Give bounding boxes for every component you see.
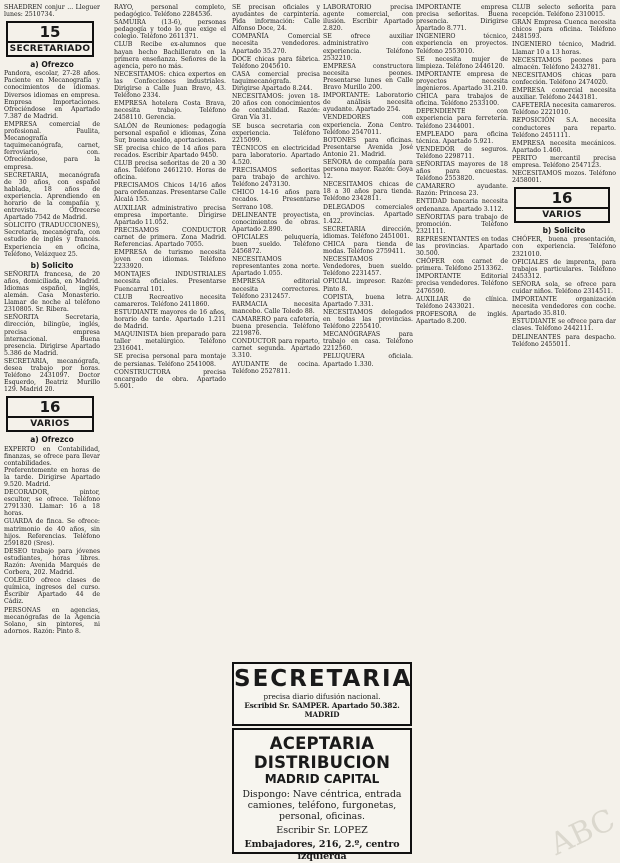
classified-ad: CAFETERÍA necesita camareros. Teléfono 2221010. bbox=[512, 102, 616, 117]
classified-ad: CAMARERO para cafetería, buena presencia. Teléfono 2219876. bbox=[232, 315, 320, 338]
classified-ad: PELUQUERA oficiala. Apartado 1.330. bbox=[323, 353, 413, 368]
classified-ad: EMPRESA editorial necesita correctores. Teléfono 2312457. bbox=[232, 278, 320, 300]
ad-address: Embajadores, 216, 2.º, centro izquierda bbox=[244, 838, 400, 862]
section-header-16 bbox=[6, 396, 94, 432]
subsection-heading: a) Ofrezco bbox=[30, 60, 74, 70]
classified-ad: DELEGADOS comerciales en provincias. Apartado 1.422. bbox=[323, 203, 413, 225]
abc-watermark: ABC bbox=[544, 802, 620, 863]
classified-ad: CHÓFER, buena presentación, con experiencia. Teléfono 2321010. bbox=[512, 236, 616, 258]
classified-ad: EMPRESA constructora necesita peones. Presentarse lunes en Calle Bravo Murillo 200. bbox=[323, 62, 413, 92]
subsection-heading: a) Ofrezco bbox=[30, 435, 74, 445]
classified-ad: SEÑORA sola, se ofrece para cuidar niños. Teléfono 2314511. bbox=[512, 280, 616, 295]
classified-ad: CHICO 14-16 años para recados. Presentarse Serrano 108. bbox=[232, 189, 320, 211]
classified-ad: AYUDANTE de cocina. Teléfono 2527811. bbox=[232, 360, 320, 375]
classified-ad: SE precisa chico de 14 años para recados. Escribir Apartado 9450. bbox=[114, 144, 226, 159]
classified-ad: DESEO trabajo para jóvenes estudiantes, horas libres. Razón: Avenida Marqués de Corbera, 202. Madrid. bbox=[4, 547, 100, 577]
classified-ad: ESTUDIANTE se ofrece para dar clases. Teléfono 2442111. bbox=[512, 318, 616, 333]
section-title: VARIOS bbox=[516, 207, 608, 221]
classified-ad: NECESITAMOS chicas de 18 a 30 años para tienda. Teléfono 2342811. bbox=[323, 181, 413, 203]
classified-ad: EMPRESA comercial necesita auxiliar. Teléfono 2443181. bbox=[512, 87, 616, 102]
classified-ad: DELINEANTE proyectista, conocimientos de obras. Apartado 2.890. bbox=[232, 211, 320, 233]
classified-ad: MAQUINISTA bien preparado para taller metalúrgico. Teléfono 2316041. bbox=[114, 331, 226, 353]
classified-ad: CLUB Recreativo necesita camareros. Teléfono 2411860. bbox=[114, 293, 226, 308]
column-1 bbox=[4, 4, 100, 854]
classified-ad: PROFESORA de inglés. Apartado 8.200. bbox=[416, 310, 508, 325]
classified-ad: EMPRESA necesita mecánicos. Apartado 1.460. bbox=[512, 139, 616, 154]
classified-ad: PERSONAS en agencias, mecanógrafas de la Agencia Solano, sin pintores, ni adornos. Razón: Pinto 8. bbox=[4, 606, 100, 635]
classified-ad: EMPRESA de turismo necesita joven con idiomas. Teléfono 2233920. bbox=[114, 249, 226, 271]
classified-ad: TÉCNICOS en electricidad para laboratorio. Apartado 4.520. bbox=[232, 144, 320, 166]
ad-title: SECRETARIA bbox=[234, 666, 413, 692]
classified-ad: SEÑORITAS para trabajo de promoción. Teléfono 2321111. bbox=[416, 213, 508, 235]
classified-ad: CHICA para trabajos de oficina. Teléfono 2533100. bbox=[416, 93, 508, 108]
classified-ad: CLUB Recibe ex-alumnos que hayan hecho Bachillerato en la primera enseñanza. Señores de la agencia, pero no más. bbox=[114, 41, 226, 70]
classified-ad: MECANÓGRAFAS para trabajo en casa. Teléfono 2212560. bbox=[323, 331, 413, 353]
classified-ad: SEÑORA de compañía para persona mayor. Razón: Goya 12. bbox=[323, 158, 413, 181]
classified-ad: NECESITAMOS mozos. Teléfono 2458001. bbox=[512, 170, 616, 185]
classified-ad: IMPORTANTE Editorial precisa vendedores. Teléfono 2476590. bbox=[416, 273, 508, 295]
classified-ad: SEÑORITA francesa, de 20 años, domiciliada, en Madrid. Idiomas español, inglés, alemán. Casa Monasterio. Llamar de noche al teléfono 2310805. Sr. Ribera. bbox=[4, 270, 100, 314]
section-header-15 bbox=[6, 21, 94, 57]
classified-ad: VENDEDORES con experiencia. Zona Centro. Teléfono 2547011. bbox=[323, 114, 413, 136]
classified-ad: AUXILIAR de clínica. Teléfono 2433021. bbox=[416, 295, 508, 310]
column-3 bbox=[232, 4, 320, 656]
classified-ad: LABORATORIO precisa agente comercial, con ilusión. Escribir Apartado 2.820. bbox=[323, 4, 413, 33]
ad-body: Dispongo: Nave céntrica, entrada camiones, teléfono, furgonetas, personal, oficinas. bbox=[242, 789, 402, 823]
classified-ad: PRECISAMOS CONDUCTOR carnet de primera. Zona Madrid. Referencias. Apartado 7055. bbox=[114, 226, 226, 248]
classified-ad: CHÓFER con carnet de primera. Teléfono 2513362. bbox=[416, 258, 508, 273]
classified-ad: CLUB precisa señoritas de 20 a 30 años. Teléfono 2461210. Horas de oficina. bbox=[114, 159, 226, 182]
classified-ad: REPRESENTANTES en todas las provincias. Apartado 30.500. bbox=[416, 235, 508, 258]
classified-ad: IMPORTANTE empresa de proyectos necesita ingenieros. Apartado 31.210. bbox=[416, 70, 508, 93]
classified-ad: AUXILIAR administrativo precisa empresa importante. Dirigirse Apartado 11.052. bbox=[114, 204, 226, 226]
classified-ad: SECRETARIA, mecanógrafa, desea trabajo por horas. Teléfono 2431097. Doctor Esquerdo, Beatriz Murillo 129. Madrid 20. bbox=[4, 357, 100, 394]
ad-title: ACEPTARIA DISTRIBUCION bbox=[253, 734, 391, 772]
classified-ad: SAMUIRA (13-6), personas pedagogía y todo lo que exige el colegio. Teléfono 2611371. bbox=[114, 19, 226, 41]
classified-ad: SE precisa personal para montaje de persianas. Teléfono 2541008. bbox=[114, 353, 226, 368]
classified-ad: COMPAÑÍA Comercial necesita vendedores. Apartado 35.270. bbox=[232, 33, 320, 55]
classified-ad: IMPORTANTE empresa precisa señoritas. Buena presencia. Dirigirse Apartado 8.771. bbox=[416, 4, 508, 33]
classified-ad: INGENIERO técnico, Madrid. Llamar 10 a 13 horas. bbox=[512, 41, 616, 56]
ad-line: precisa diario difusión nacional. bbox=[263, 692, 381, 701]
classified-ad: PERITO mercantil precisa empresa. Teléfono 2547123. bbox=[512, 154, 616, 169]
section-title: VARIOS bbox=[8, 416, 92, 430]
classified-ad: DECORADOR, pintor, escultor, se ofrece. Teléfono 2791330. Llamar: 16 a 18 horas. bbox=[4, 489, 100, 518]
ad-subtitle: MADRID CAPITAL bbox=[264, 772, 380, 786]
classified-ad: DOCE chicas para fábrica. Teléfono 2045610. bbox=[232, 55, 320, 70]
classified-ad: SEÑORITAS mayores de 18 años para encuestas. Teléfono 2553820. bbox=[416, 160, 508, 183]
classified-ad: DEPENDIENTE con experiencia para ferretería. Teléfono 2344001. bbox=[416, 108, 508, 130]
classified-ad: COLEGIO ofrece clases de química, ingresos del curso. Escribir Apartado 44 de Cádiz. bbox=[4, 577, 100, 606]
classified-ad: SE precisan oficiales y ayudantes de carpintería. Pida información: Calle Alfonso Doce, 24. bbox=[232, 4, 320, 33]
ad-contact: Escribir Sr. LOPEZ bbox=[276, 824, 368, 836]
classified-ad: OFICIAL impresor. Razón: Pinto 8. bbox=[323, 278, 413, 293]
classified-ad: EMPRESA comercial de profesional. Paulita, Mecanografía taquimecanógrafa, carnet, ferroviario, con. Ofreciéndose, para la empresa. bbox=[4, 120, 100, 171]
classified-ad: ESTUDIANTE mayores de 16 años, horario de tarde. Apartado 1.211 de Madrid. bbox=[114, 308, 226, 331]
classified-ad: SECRETARIA, mecanógrafa de 30 años, con español hablada, 18 años de experiencia. Aprendiendo en horario de la compañía y, entrevista. Ofrecerse Apartado 7542 de Madrid. bbox=[4, 171, 100, 222]
classified-ad: OFICIALES peluquería, buen sueldo. Teléfono 2456872. bbox=[232, 233, 320, 256]
column-2 bbox=[114, 4, 226, 854]
section-title: SECRETARIADO bbox=[8, 41, 92, 55]
classified-ad: NECESITAMOS: chica expertos en las Confecciones industriales. Dirigirse a Calle Juan Bravo, 43. Teléfono 2334. bbox=[114, 70, 226, 100]
section-number: 16 bbox=[551, 189, 573, 208]
classified-ad: SHAEDREN conjur ... Lleguer lunes: 2510734. bbox=[4, 4, 100, 19]
classified-ad: INGENIERO técnico, experiencia en proyectos. Teléfono 2553010. bbox=[416, 33, 508, 55]
section-number: 16 bbox=[39, 398, 61, 417]
section-number: 15 bbox=[39, 23, 61, 42]
display-ad-secretaria bbox=[232, 662, 412, 726]
classified-ad: NECESITAMOS peones para almacén. Teléfono 2432781. bbox=[512, 56, 616, 71]
classified-ad: ENTIDAD bancaria necesita ordenanza. Apartado 3.112. bbox=[416, 198, 508, 213]
classified-ad: CLUB selecto señorita para recepción. Teléfono 2310015. bbox=[512, 4, 616, 19]
classified-ad: MONTAJES INDUSTRIALES necesita oficiales. Presentarse Fuencarral 101. bbox=[114, 271, 226, 293]
column-4 bbox=[323, 4, 413, 656]
classified-ad: SE ofrece auxiliar administrativo con experiencia. Teléfono 2532210. bbox=[323, 33, 413, 62]
subsection-heading: b) Solicito bbox=[542, 226, 586, 236]
classified-ad: RAYO, personal completo, pedagógico. Teléfono 2284536. bbox=[114, 4, 226, 19]
classified-ad: CHICA para tienda de modas. Teléfono 2759411. bbox=[323, 241, 413, 256]
classified-ad: CONSTRUCTORA precisa encargado de obra. Apartado 5.601. bbox=[114, 368, 226, 390]
classified-ad: SE busca secretaria con experiencia. Teléfono 2215099. bbox=[232, 122, 320, 144]
classified-ad: FARMACIA necesita mancebo. Calle Toledo 88. bbox=[232, 300, 320, 315]
classified-ad: SALÓN de Reuniones: pedagogía personal español e idiomas, Zona Sur, buena sueldo, aportaciones. bbox=[114, 122, 226, 144]
column-5 bbox=[416, 4, 508, 854]
classified-ad: CONDUCTOR para reparto, carnet segunda. Apartado 3.310. bbox=[232, 338, 320, 360]
classified-ad: NECESITAMOS representantes zona norte. Apartado 1.055. bbox=[232, 256, 320, 278]
column-6 bbox=[512, 4, 616, 854]
classified-ad: SECRETARIA dirección, idiomas. Teléfono 2451001. bbox=[323, 225, 413, 240]
classified-ad: BOTONES para oficinas. Presentarse Avenida José Antonio 21. Madrid. bbox=[323, 136, 413, 158]
classified-ad: NECESITAMOS delegados en todas las provincias. Teléfono 2255410. bbox=[323, 308, 413, 331]
classified-ad: EMPLEADO para oficina técnica. Apartado 5.921. bbox=[416, 130, 508, 145]
classified-ad: EMPRESA hotelera Costa Brava, necesita trabajo. Teléfono 2458110. Gerencia. bbox=[114, 100, 226, 122]
classified-ad: Pandora, escolar, 27-28 años. Paciente en Mecanografía y conocimientos de idiomas. Diversos idiomas en empresa. Empresa Importaciones. Ofreciéndose en Apartado 7.387 de Madrid. bbox=[4, 70, 100, 120]
classified-ad: NECESITAMOS Vendedores, buen sueldo. Teléfono 2231457. bbox=[323, 256, 413, 278]
classified-ad: CAMARERO ayudante. Razón: Princesa 23. bbox=[416, 183, 508, 198]
classified-ad: IMPORTANTE: Laboratorio de análisis necesita ayudante. Apartado 254. bbox=[323, 92, 413, 114]
subsection-heading: b) Solicito bbox=[30, 260, 74, 270]
classified-ad: VENDEDOR de seguros. Teléfono 2298711. bbox=[416, 145, 508, 160]
classified-ad: NECESITAMOS chicas para confección. Teléfono 2474020. bbox=[512, 71, 616, 86]
classified-ad: REPOSICIÓN S.A. necesita conductores para reparto. Teléfono 2451111. bbox=[512, 117, 616, 139]
classified-ad: DELINEANTES para despacho. Teléfono 2455011. bbox=[512, 333, 616, 348]
classified-ad: COPISTA, buena letra. Apartado 7.331. bbox=[323, 293, 413, 308]
display-ad-distribucion bbox=[232, 728, 412, 862]
classified-ad: IMPORTANTE organización necesita vendedores con coche. Apartado 35.810. bbox=[512, 296, 616, 318]
classified-ad: EXPERTO en Contabilidad, finanzas, se ofrece para llevar contabilidades. Preferentemente en horas de la tarde. Dirigirse Apartado 9.520. Madrid. bbox=[4, 445, 100, 488]
classified-ad: SEÑORITA Secretaria, dirección, bilingüe, inglés, precisa empresa internacional. Buena presencia. Dirigirse Apartado 5.386 de Madrid. bbox=[4, 314, 100, 357]
classified-ad: CASA comercial precisa taquimecanógrafa. Dirigirse Apartado 8.244. bbox=[232, 70, 320, 93]
classified-ad: PRECISAMOS Chicos 14/16 años para ordenanzas. Presentarse Calle Alcalá 155. bbox=[114, 182, 226, 204]
classified-ad: SOLICITO (TRADUCCIONES), Secretaria, mecanógrafa, con estudio de inglés y francés. Experiencia en oficina, Teléfono, Velázquez 25. bbox=[4, 222, 100, 258]
classified-ad: SE necesita mujer de limpieza. Teléfono 2446120. bbox=[416, 55, 508, 70]
classified-ad: GRAN Empresa Cuenca necesita chicos para oficina. Teléfono 2481593. bbox=[512, 19, 616, 41]
section-header-16 bbox=[514, 187, 610, 223]
classified-ad: PRECISAMOS señoritas para trabajo de archivo. Teléfono 2473130. bbox=[232, 167, 320, 189]
classified-ad: OFICIALES de imprenta, para trabajos particulares. Teléfono 2453312. bbox=[512, 258, 616, 280]
classified-ad: NECESITAMOS: joven 18-20 años con conocimientos de contabilidad. Razón: Gran Vía 31. bbox=[232, 93, 320, 122]
classified-ad: GUARDA de finca. Se ofrece: matrimonio de 40 años, sin hijos. Referencias. Teléfono 2591820 (Sres). bbox=[4, 518, 100, 547]
ad-line: Escribid Sr. SAMPER. Apartado 50.382. MADRID bbox=[244, 701, 400, 719]
